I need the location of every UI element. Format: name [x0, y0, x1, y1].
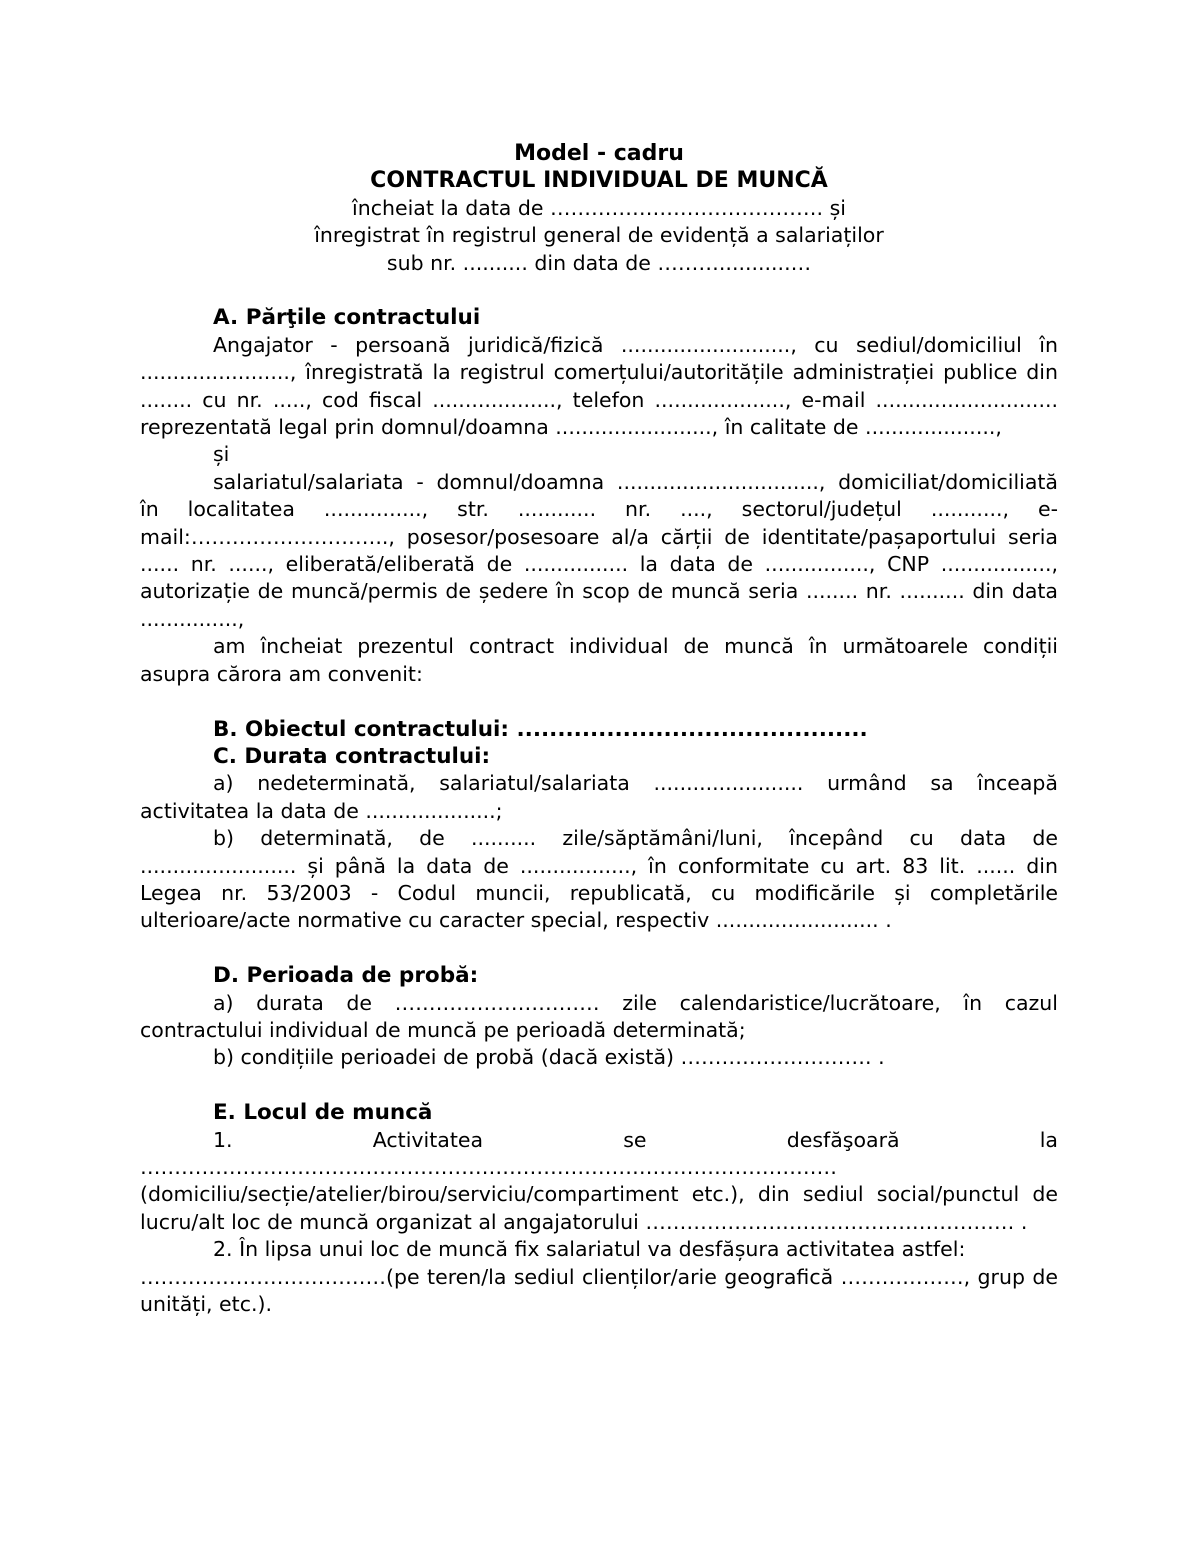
section-e-heading: E. Locul de muncă: [213, 1100, 433, 1126]
section-c-item-b: b) determinată, de .......... zile/săptămâni/luni, începând cu data de ........................ și până la data de ................., în conformitate cu art. 83 lit. ...... din Legea nr. 53/2003 - Codul muncii, republicată, cu modificările și completările ulterioare/acte normative cu caracter special, respectiv ......................... .: [140, 826, 1058, 933]
section-d-item-a: a) durata de ………………………… zile calendaristice/lucrătoare, în cazul contractului individual de muncă pe perioadă determinată;: [140, 990, 1058, 1042]
section-a-employer-paragraph: Angajator - persoană juridică/fizică .........................., cu sediul/domiciliul în ......................., înregistrată la registrul comerțului/autoritățile administrației publice din ........ cu nr. ....., cod fiscal ..................., telefon ...................., e-mail ............................ reprezentată legal prin domnul/doamna ........................, în calitate de ....................,: [140, 332, 1058, 440]
document-page: [140, 140, 1058, 1318]
section-d-heading: D. Perioada de probă:: [213, 963, 479, 989]
header-register-line: înregistrat în registrul general de evidență a salariaților: [314, 223, 884, 248]
section-e-item-1: 1. Activitatea se desfăşoară la ………………………………………………………………………………………… (domiciliu/secție/atelier/birou/serviciu/compartiment etc.), din sediul social/punctul de lucru/alt loc de muncă organizat al angajatorului ……………………………………………… .: [140, 1127, 1058, 1234]
section-b-heading: B. Obiectul contractului: ...........................................: [213, 716, 868, 742]
header-number-line: sub nr. .......... din data de ………...........…: [386, 250, 812, 275]
section-a-heading: A. Părţile contractului: [213, 305, 481, 331]
header-date-line: încheiat la data de …………………………………. și: [352, 195, 846, 220]
section-c-heading: C. Durata contractului:: [213, 743, 491, 769]
section-c-item-a: a) nedeterminată, salariatul/salariata ....................... urmând sa înceapă activitatea la data de ....................;: [140, 771, 1058, 823]
document-title: CONTRACTUL INDIVIDUAL DE MUNCĂ: [370, 168, 828, 194]
document-subtitle: Model - cadru: [514, 141, 684, 166]
section-a-employee-paragraph: salariatul/salariata - domnul/doamna ..............................., domiciliat/domiciliată în localitatea ..............., str. ............ nr. ...., sectorul/județul ..........., e-mail:……………………….., posesor/posesoare al/a cărții de identitate/pașaportului seria ...... nr. ......, eliberată/eliberată de ................ la data de ................, CNP ................., autorizație de muncă/permis de ședere în scop de muncă seria ........ nr. .......... din data ...............,: [140, 469, 1058, 631]
section-a-agreement-paragraph: am încheiat prezentul contract individual de muncă în următoarele condiții asupra cărora am convenit:: [140, 634, 1058, 686]
section-a-conjunction: și: [213, 442, 230, 467]
section-d-item-b: b) condițiile perioadei de probă (dacă există) ………………………. .: [213, 1045, 885, 1070]
section-e-item-2: 2. În lipsa unui loc de muncă fix salariatul va desfășura activitatea astfel:: [213, 1237, 966, 1262]
section-e-item-2-continuation: ………………………………(pe teren/la sediul clienților/arie geografică ………………, grup de unități, etc.).: [140, 1264, 1058, 1316]
